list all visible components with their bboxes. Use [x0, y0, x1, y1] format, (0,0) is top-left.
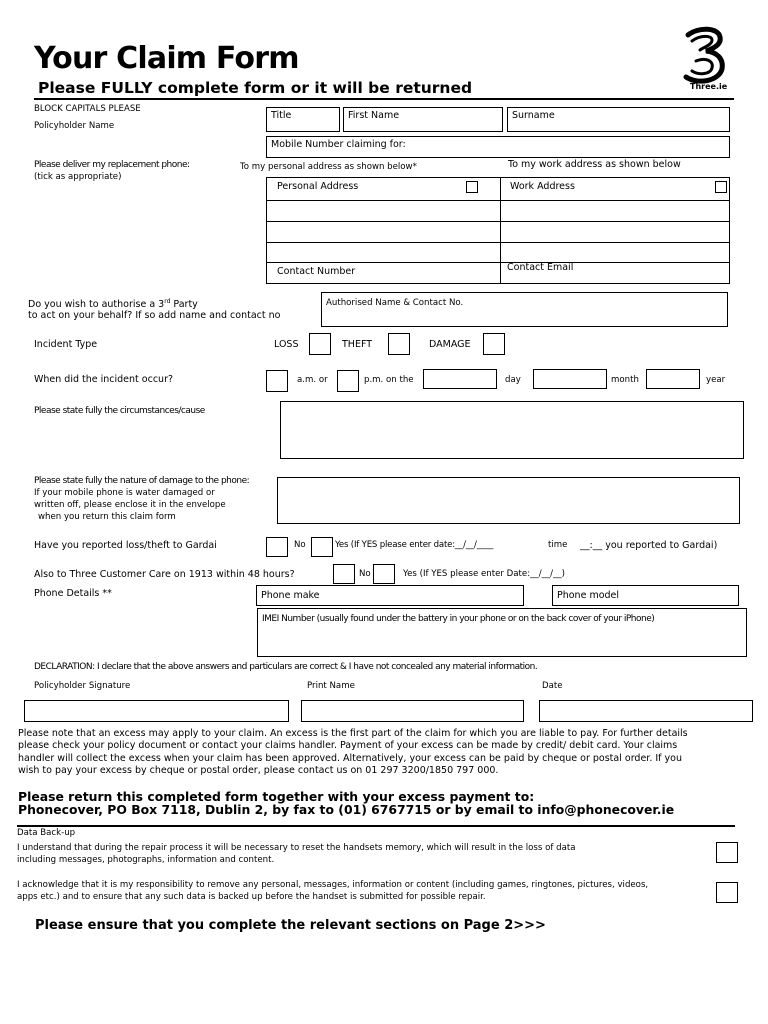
- year-label: year: [706, 375, 726, 385]
- personal-address-checkbox[interactable]: [466, 181, 478, 193]
- third-party-q-post: Party: [170, 299, 198, 311]
- three-logo-icon: [676, 25, 732, 87]
- date-label: Date: [542, 681, 563, 691]
- address-table: [266, 177, 730, 284]
- logo-text: Three.ie: [690, 82, 728, 91]
- page2-reminder: Please ensure that you complete the relevant sections on Page 2>>>: [35, 918, 546, 933]
- loss-label: LOSS: [274, 339, 299, 350]
- personal-address-option: To my personal address as shown below*: [240, 162, 417, 172]
- contact-email-label: Contact Email: [507, 262, 574, 273]
- authorised-name-field[interactable]: [321, 292, 728, 327]
- work-address-checkbox[interactable]: [715, 181, 727, 193]
- circumstances-label: Please state fully the circumstances/cause: [34, 406, 205, 416]
- third-party-question: [28, 296, 198, 311]
- am-checkbox[interactable]: [266, 370, 288, 392]
- print-name-label: Print Name: [307, 681, 355, 691]
- phone-details-label: Phone Details **: [34, 588, 112, 599]
- imei-label: IMEI Number (usually found under the battery in your phone or on the back cover of your iPhone): [262, 614, 655, 624]
- incident-when-label: When did the incident occur?: [34, 374, 174, 385]
- excess-note-line: handler will collect the excess when your claim has been approved. Alternatively, your excess can be paid by cheque or postal order. If you: [18, 752, 682, 764]
- imei-field[interactable]: [257, 608, 747, 657]
- title-field[interactable]: [266, 107, 340, 132]
- date-field[interactable]: [539, 700, 753, 722]
- excess-note-line: please check your policy document or contact your claims handler. Payment of your excess can be made by credit/ debit card. Your claims: [18, 740, 678, 752]
- incident-month-field[interactable]: [533, 369, 607, 389]
- surname-field[interactable]: [507, 107, 730, 132]
- phone-make-label: Phone make: [261, 590, 320, 601]
- personal-address-line-1[interactable]: [268, 201, 499, 221]
- address-divider: [500, 178, 501, 284]
- pm-on-the-label: p.m. on the: [364, 375, 414, 385]
- care-yes-checkbox[interactable]: [373, 564, 395, 584]
- row-line: [267, 242, 729, 243]
- section-rule: [17, 825, 735, 827]
- row-line: [267, 221, 729, 222]
- header-rule: [34, 98, 734, 100]
- title-label: Title: [271, 110, 292, 121]
- third-party-q-sup: rd: [164, 298, 171, 305]
- deliver-label: Please deliver my replacement phone:: [34, 160, 190, 170]
- backup-p2-line: I acknowledge that it is my responsibility to remove any personal, messages, information or content (including games, ringtones, pictures, videos,: [17, 880, 649, 890]
- damage-envelope-note: written off, please enclose it in the envelope: [34, 500, 226, 510]
- authorised-name-label: Authorised Name & Contact No.: [326, 298, 464, 308]
- circumstances-field[interactable]: [280, 401, 744, 459]
- theft-checkbox[interactable]: [388, 333, 410, 355]
- mobile-number-field[interactable]: [266, 136, 730, 158]
- signature-label: Policyholder Signature: [34, 681, 131, 691]
- page-title: Your Claim Form: [34, 41, 299, 76]
- first-name-label: First Name: [348, 110, 400, 121]
- work-address-label: Work Address: [510, 181, 575, 192]
- personal-address-label: Personal Address: [277, 181, 359, 192]
- gardai-yes-checkbox[interactable]: [311, 537, 333, 557]
- gardai-question: Have you reported loss/theft to Gardai: [34, 540, 217, 551]
- signature-field[interactable]: [24, 700, 289, 722]
- backup-reset-checkbox[interactable]: [716, 842, 738, 863]
- surname-label: Surname: [512, 110, 555, 121]
- incident-year-field[interactable]: [646, 369, 700, 389]
- backup-p1-line: including messages, photographs, information and content.: [17, 855, 275, 865]
- three-logo: [676, 25, 732, 95]
- pm-checkbox[interactable]: [337, 370, 359, 392]
- damage-return-note: when you return this claim form: [38, 512, 176, 522]
- work-address-line-1[interactable]: [502, 201, 728, 221]
- backup-p2-line: apps etc.) and to ensure that any such data is backed up before the handset is submitted for possible repair.: [17, 892, 486, 902]
- incident-day-field[interactable]: [423, 369, 497, 389]
- backup-responsibility-checkbox[interactable]: [716, 882, 738, 903]
- phone-model-label: Phone model: [557, 590, 620, 601]
- excess-note: [18, 728, 758, 778]
- phone-make-field[interactable]: [256, 585, 524, 606]
- block-capitals-note: BLOCK CAPITALS PLEASE: [34, 104, 141, 114]
- phone-model-field[interactable]: [552, 585, 739, 606]
- am-or-label: a.m. or: [297, 375, 328, 385]
- row-line: [267, 262, 729, 263]
- care-no-checkbox[interactable]: [333, 564, 355, 584]
- return-line-2: Phonecover, PO Box 7118, Dublin 2, by fax to (01) 6767715 or by email to info@phonecover.ie: [18, 802, 675, 817]
- gardai-no-label: No: [294, 540, 306, 550]
- print-name-field[interactable]: [301, 700, 524, 722]
- policyholder-name-label: Policyholder Name: [34, 121, 115, 131]
- data-backup-title: Data Back-up: [17, 828, 76, 838]
- damage-nature-field[interactable]: [277, 477, 740, 524]
- excess-note-line: wish to pay your excess by cheque or postal order, please contact us on 01 297 3200/1850 797 000.: [18, 765, 499, 777]
- month-label: month: [611, 375, 639, 385]
- work-address-option: To my work address as shown below: [508, 159, 681, 170]
- first-name-field[interactable]: [343, 107, 503, 132]
- third-party-question-line2: to act on your behalf? If so add name and contact no: [28, 310, 281, 321]
- care-yes-label: Yes (If YES please enter Date:__/__/__): [403, 569, 566, 579]
- damage-label: DAMAGE: [429, 339, 471, 350]
- gardai-time-suffix: __:__ you reported to Gardai): [580, 540, 718, 551]
- backup-paragraph-1: [17, 842, 575, 866]
- theft-label: THEFT: [342, 339, 373, 350]
- backup-p1-line: I understand that during the repair process it will be necessary to reset the handsets memory, which will result in the loss of data: [17, 843, 576, 853]
- care-no-label: No: [359, 569, 371, 579]
- customer-care-question: Also to Three Customer Care on 1913 within 48 hours?: [34, 569, 295, 580]
- gardai-time-label: time: [548, 540, 568, 550]
- return-line-1: Please return this completed form together with your excess payment to:: [18, 789, 535, 804]
- gardai-no-checkbox[interactable]: [266, 537, 288, 557]
- damage-water-note: If your mobile phone is water damaged or: [34, 488, 215, 498]
- page-subtitle: Please FULLY complete form or it will be returned: [38, 79, 473, 97]
- excess-note-line: Please note that an excess may apply to your claim. An excess is the first part of the claim for which you are liable to pay. For further details: [18, 728, 688, 739]
- damage-nature-label: Please state fully the nature of damage to the phone:: [34, 476, 250, 486]
- gardai-yes-label: Yes (If YES please enter date:__/__/____: [335, 540, 494, 550]
- declaration-text: DECLARATION: I declare that the above answers and particulars are correct & I have not concealed any material information.: [34, 662, 538, 672]
- return-instructions: [18, 790, 674, 816]
- third-party-q-pre: Do you wish to authorise a 3: [28, 299, 165, 311]
- contact-number-label: Contact Number: [277, 266, 356, 277]
- damage-checkbox[interactable]: [483, 333, 505, 355]
- day-label: day: [505, 375, 521, 385]
- mobile-number-label: Mobile Number claiming for:: [271, 139, 406, 150]
- deliver-tick-note: (tick as appropriate): [34, 172, 122, 182]
- backup-paragraph-2: [17, 879, 648, 903]
- loss-checkbox[interactable]: [309, 333, 331, 355]
- incident-type-label: Incident Type: [34, 339, 98, 350]
